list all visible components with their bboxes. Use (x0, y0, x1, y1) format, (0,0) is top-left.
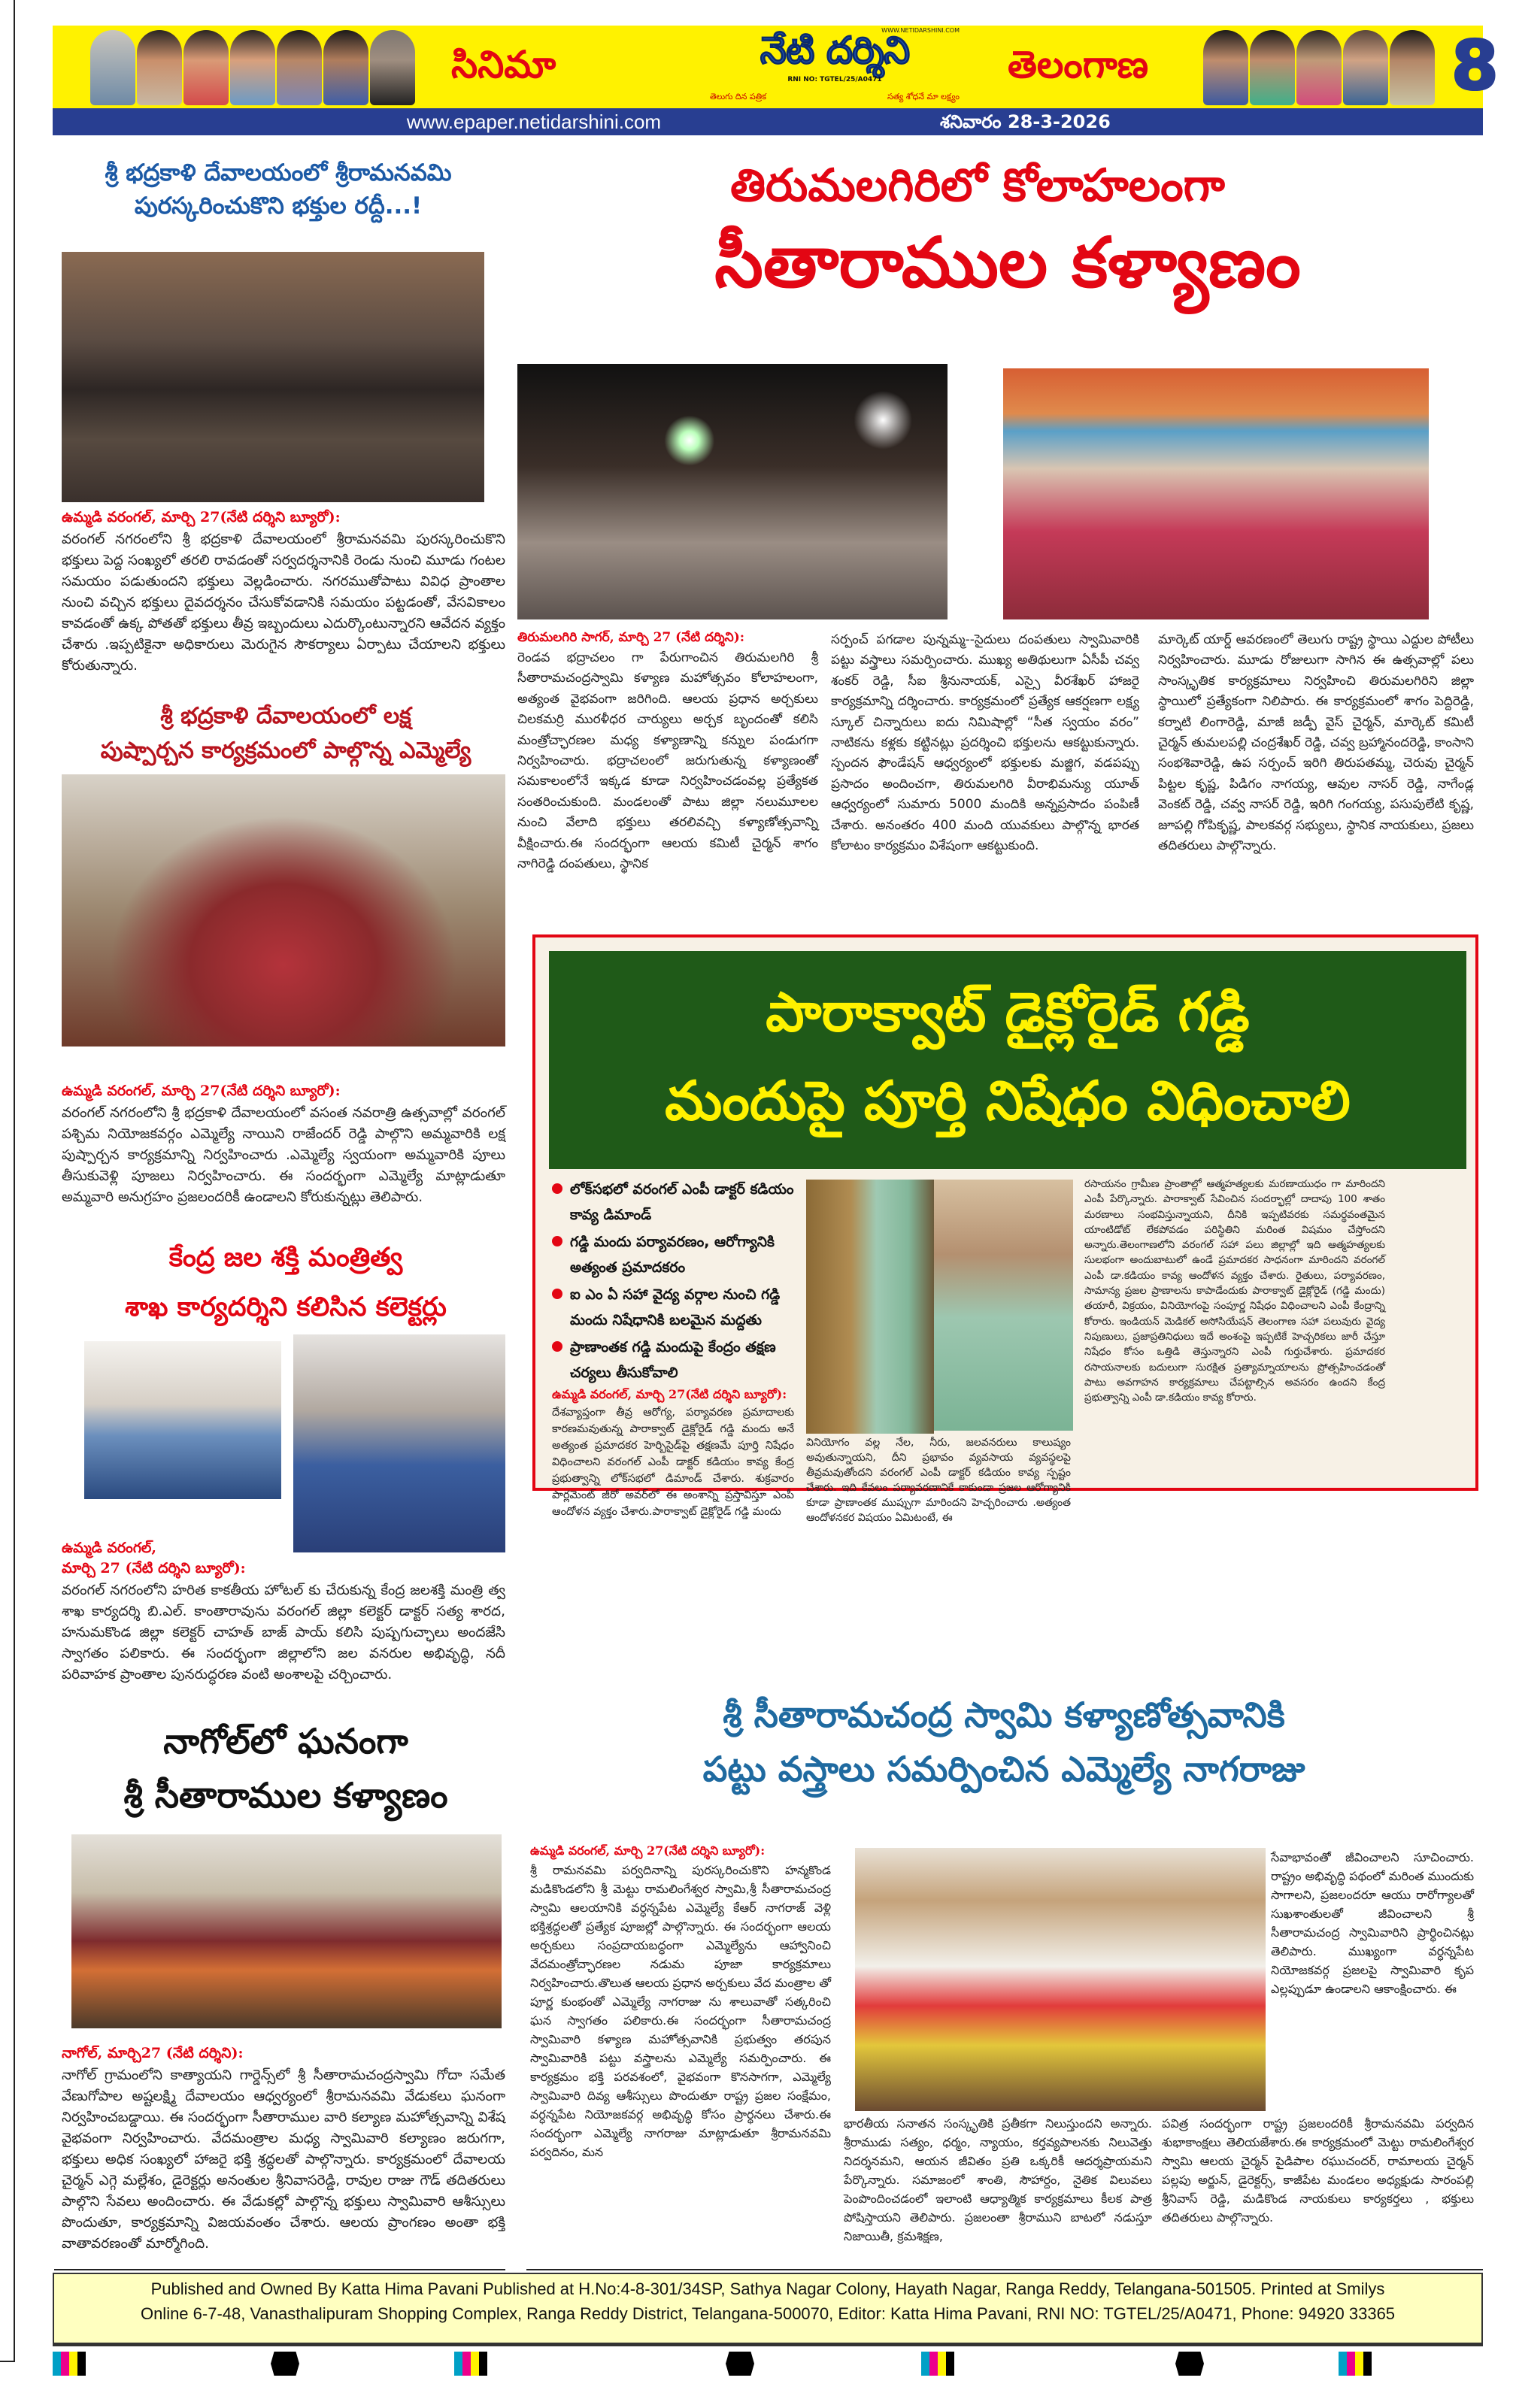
cmyk-color-bar (454, 2352, 487, 2376)
collector-portrait-photo (293, 1334, 505, 1552)
page-border (14, 0, 15, 2361)
jal-shakti-article (62, 1540, 505, 1686)
nagole-headline: నాగోల్‌లో ఘనంగా శ్రీ సీతారాముల కళ్యాణం (123, 1721, 448, 1816)
nagole-article (62, 2045, 505, 2255)
dateline: ఉమ్మడి వరంగల్, మార్చి 27(నేటి దర్శిని బ్యూరో): (62, 509, 341, 526)
imprint-line-2: Online 6-7-48, Vanasthalipuram Shopping Complex, Ranga Reddy District, Telangana-500070, Editor: Katta Hima Pavani, RNI NO: TGTEL/25/A0471, Phone: 94920 33365 (140, 2304, 1396, 2323)
highlight-item: ప్రాణాంతక గడ్డి మందుపై కేంద్రం తక్షణ చర్యలు తీసుకోవాలి (552, 1334, 794, 1386)
dateline: నాగోల్, మార్చి27 (నేటి దర్శిని): (62, 2045, 244, 2061)
page-number: 8 (1451, 26, 1499, 105)
article-body: సేవాభావంతో జీవించాలని సూచించారు. రాష్ట్రం అభివృద్ధి పథంలో మరింత ముందుకు సాగాలని, ప్రజలందరూ ఆయు రారోగ్యాలతో సుఖశాంతులతో జీవించాలని శ్రీ సీతారామచంద్ర స్వామివారిని ప్రార్థించినట్లు తెలిపారు. ముఖ్యంగా వర్ధన్నపేట నియోజకవర్గ ప్రజలపై స్వామివారి కృప ఎల్లప్పుడూ ఉండాలని ఆకాంక్షించారు. ఈ (1271, 1850, 1474, 1996)
registration-mark-icon (271, 2352, 299, 2376)
cinema-stars-illustration-left (90, 30, 415, 105)
article-body: పవిత్ర సందర్భంగా రాష్ట్ర ప్రజలందరికీ శ్రీరామనవమి పర్వదిన శుభాకాంక్షలు తెలియజేశారు.ఈ కార్యక్రమంలో మెట్టు రామలింగేశ్వర స్వామి ఆలయ చైర్మన్ పైడిపాల రఘుచందర్, రామాలయ చైర్మన్ పల్లపు అర్జున్, డైరెక్టర్స్, కాజీపేట మండలం అధ్యక్షుడు సారంపల్లి శ్రీనివాస్ రెడ్డి, మడికొండ నాయకులు కార్యకర్తలు , భక్తులు తదితరులు పాల్గొన్నారు. (1162, 2116, 1474, 2225)
paraquat-box (532, 934, 1478, 1524)
paraquat-headline-banner (549, 951, 1466, 1169)
paraquat-article-col2 (806, 1435, 1071, 1525)
column-rule (526, 2269, 1483, 2270)
highlight-item: గడ్డి మందు పర్యావరణం, ఆరోగ్యానికి అత్యంత ప్రమాదకరం (552, 1229, 794, 1280)
mla-nagaraju-article-col1 (530, 1843, 831, 2161)
thirumalagiri-procession-photo (517, 364, 948, 619)
dateline: ఉమ్మడి వరంగల్, (62, 1540, 156, 1556)
highlight-item: ఐ ఎం ఏ సహా వైద్య వర్గాల నుంచి గడ్డి మందు నిషేధానికి బలమైన మద్దతు (552, 1282, 794, 1333)
bullet-dot-icon (552, 1236, 562, 1246)
bhadrakali-navami-headline: శ్రీ భద్రకాళి దేవాలయంలో శ్రీరామనవమి పురస్కరించుకొని భక్తుల రద్దీ...! (105, 159, 452, 220)
logo-url: WWW.NETIDARSHINI.COM (881, 27, 960, 34)
thirumalagiri-kicker: తిరుమలగిరిలో కోలాహలంగా (730, 159, 1225, 212)
article-body: భారతీయ సనాతన సంస్కృతికి ప్రతీకగా నిలుస్తుందని అన్నారు. శ్రీరాముడు సత్యం, ధర్మం, న్యాయం, కర్తవ్యపాలనకు నిలువెత్తు నిదర్శనమని, ఆయన జీవితం ప్రతి ఒక్కరికీ ఆదర్శప్రాయమని పేర్కొన్నారు. సమాజంలో శాంతి, సౌహార్దం, నైతిక విలువలు పెంపొందించడంలో ఇలాంటి ఆధ్యాత్మిక కార్యక్రమాలు కీలక పాత్ర పోషిస్తాయని తెలిపారు. ప్రజలంతా శ్రీరాముని బాటలో నడుస్తూ నిజాయితీ, క్రమశిక్షణ, (844, 2116, 1152, 2243)
nagole-kalyanam-photo (71, 1834, 502, 2028)
article-body: వరంగల్ నగరంలోని హరిత కాకతీయ హోటల్ కు చేరుకున్న కేంద్ర జలశక్తి మంత్రి త్వ శాఖ కార్యదర్శి బి.ఎల్. కాంతారావును వరంగల్ జిల్లా కలెక్టర్ డాక్టర్ సత్య శారద, హనుమకొండ జిల్లా కలెక్టర్ చాహత్ బాజ్ పాయ్ కలిసి పుష్పగుచ్ఛాలు అందజేసి స్వాగతం పలికారు. ఈ సందర్భంగా జిల్లాలోని జల వనరుల అభివృద్ధి, నదీ పరివాహక ప్రాంతాల పునరుద్ధరణ వంటి అంశాలపై చర్చించారు. (62, 1583, 505, 1683)
cmyk-color-bar (1339, 2352, 1372, 2376)
mla-nagaraju-headline: శ్రీ సీతారామచంద్ర స్వామి కళ్యాణోత్సవానికి పట్టు వస్త్రాలు సమర్పించిన ఎమ్మెల్యే నాగరాజు (702, 1695, 1305, 1789)
dateline: ఉమ్మడి వరంగల్, మార్చి 27(నేటి దర్శిని బ్యూరో): (530, 1843, 766, 1858)
thirumalagiri-article-col3 (1158, 630, 1474, 856)
logo-rni: RNI NO: TGTEL/25/A0471 (787, 76, 882, 83)
mla-nagaraju-pattu-vastralu-photo (855, 1848, 1266, 2111)
netidarshini-logo (707, 26, 963, 108)
mla-nagaraju-article-col3-top (1271, 1848, 1474, 1998)
mla-nagaraju-article-col2 (844, 2114, 1152, 2246)
article-body: రసాయనం గ్రామీణ ప్రాంతాల్లో ఆత్మహత్యలకు మరణాయుధం గా మారిందని ఎంపీ పేర్కొన్నారు. పారాక్వాట్ సేవించిన సందర్భాల్లో దాదాపు 100 శాతం మరణాలు సంభవిస్తున్నాయని, దీనికి ఇప్పటివరకు సమర్థవంతమైన యాంటిడోట్ లేకపోవడం పరిస్థితిని మరింత విషమం చేస్తోందని అన్నారు.తెలంగాణలోని వరంగల్ సహా పలు జిల్లాల్లో ఇది ఆత్మహత్యలకు సులభంగా అందుబాటులో ఉండే ప్రమాదకర సాధనంగా మారిందని వరంగల్ ఎంపీ డా.కడియం కావ్య ఆందోళన వ్యక్తం చేశారు. రైతులు, పర్యావరణం, సామాన్య ప్రజల ప్రాణాలను కాపాడేందుకు పారాక్వాట్ డైక్లోరైడ్ (గడ్డి మందు) తయారీ, విక్రయం, వినియోగంపై సంపూర్ణ నిషేధం విధించాలని ఎంపీ కేంద్రాన్ని కోరారు. ఇండియన్ మెడికల్ అసోసియేషన్ తెలంగాణ సహా పలువురు వైద్య నిపుణులు, ప్రజాప్రతినిధులు ఇదే అంశంపై ఇప్పటికే హెచ్చరికలు జారీ చేస్తూ నిషేధం కోసం ఒత్తిడి తెస్తున్నారని ఎంపీ గుర్తుచేశారు. ప్రమాదకర రసాయనాలకు బదులుగా సురక్షిత ప్రత్యామ్నాయాలను ప్రోత్సహించడంతో పాటు అవగాహన కార్యక్రమాలు చేపట్టాల్సిన అవసరం ఉందని కేంద్ర ప్రభుత్వాన్ని ఎంపీ డా.కడియం కావ్య కోరారు. (1084, 1178, 1385, 1404)
website-url[interactable]: www.epaper.netidarshini.com (406, 111, 662, 133)
dateline: తిరుమలగిరి సాగర్, మార్చి 27 (నేటి దర్శిని): (517, 630, 745, 645)
thirumalagiri-article-col1 (517, 630, 818, 874)
print-registration-marks (53, 2352, 1483, 2377)
bullet-dot-icon (552, 1289, 562, 1299)
paraquat-highlights (552, 1177, 794, 1387)
cmyk-color-bar (921, 2352, 954, 2376)
logo-tagline: సత్య శోధనే మా లక్ష్యం (887, 92, 960, 101)
registration-mark-icon (726, 2352, 754, 2376)
bullet-dot-icon (552, 1341, 562, 1352)
bullet-dot-icon (552, 1183, 562, 1194)
masthead-stripe (53, 108, 1483, 135)
section-cinema: సినిమా (451, 43, 556, 86)
section-telangana: తెలంగాణ (1008, 43, 1149, 86)
cmyk-color-bar (53, 2352, 86, 2376)
mp-kadiyam-kavya-photo-right (934, 1180, 1073, 1431)
article-body: వరంగల్ నగరంలోని శ్రీ భద్రకాళి దేవాలయంలో శ్రీరామనవమి పురస్కరించుకొని భక్తులు పెద్ద సంఖ్యలో తరలి రావడంతో సర్వదర్శనానికి రెండు నుంచి మూడు గంటల సమయం పడుతుందని భక్తులు వెల్లడించారు. నగరముతోపాటు వివిధ ప్రాంతాల నుంచి వచ్చిన భక్తులు దైవదర్శనం చేసుకోవడానికి సమయం పట్టడంతో, వేసవికాలం కావడంతో ఉక్క పోతతో భక్తులు తీవ్ర ఇబ్బందులు ఎదుర్కొంటున్నారని ఆవేదన వ్యక్తం చేశారు .ఇప్పటికైనా అధికారులు మెరుగైన సౌకర్యాలు ఏర్పాటు చేయాలని భక్తులు కోరుతున్నారు. (62, 532, 505, 674)
pushparchana-headline: శ్రీ భద్రకాళి దేవాలయంలో లక్ష పుష్పార్చన కార్యక్రమంలో పాల్గొన్న ఎమ్మెల్యే (100, 703, 471, 764)
collector-meeting-photo (84, 1341, 281, 1499)
thirumalagiri-headline: సీతారాముల కళ్యాణం (714, 223, 1301, 303)
article-body: దేశవ్యాప్తంగా తీవ్ర ఆరోగ్య, పర్యావరణ ప్రమాదాలకు కారణమవుతున్న పారాక్వాట్ డైక్లోరైడ్ గడ్డి మందు అనే అత్యంత ప్రమాదకర హెర్బిసైడ్‌పై తక్షణమే పూర్తి నిషేధం విధించాలని వరంగల్ ఎంపీ డాక్టర్ కడియం కావ్య కేంద్ర ప్రభుత్వాన్ని లోక్‌సభలో డిమాండ్ చేశారు. శుక్రవారం పార్లమెంట్ జీరో అవర్‌లో ఈ అంశాన్ని ప్రస్తావిస్తూ ఎంపీ ఆందోళన వ్యక్తం చేశారు.పారాక్వాట్ డైక్లోరైడ్ గడ్డి మందు (552, 1407, 794, 1518)
jal-shakti-headline: కేంద్ర జల శక్తి మంత్రిత్వ శాఖ కార్యదర్శిని కలిసిన కలెక్టర్లు (125, 1243, 447, 1322)
mp-kadiyam-kavya-photo (806, 1180, 934, 1434)
column-rule (54, 2269, 505, 2270)
pushparchana-article (62, 1083, 505, 1208)
thirumalagiri-felicitation-photo (1003, 368, 1429, 619)
dateline: ఉమ్మడి వరంగల్, మార్చి 27(నేటి దర్శిని బ్యూరో): (62, 1083, 341, 1099)
article-body: వినియోగం వల్ల నేల, నీరు, జలవనరులు కాలుష్యం అవుతున్నాయని, దీని ప్రభావం వ్యవసాయ వ్యవస్థలపై తీవ్రమవుతోందని వరంగల్ ఎంపీ డాక్టర్ కడియం కావ్య స్పష్టం చేశారు. ఇది కేవలం పర్యావరణానికే కాకుండా ప్రజల ఆరోగ్యానికి కూడా ప్రాణాంతక ముప్పుగా మారిందని హెచ్చరించారు .అత్యంత ఆందోళనకర విషయం ఏమిటంటే, ఈ (806, 1437, 1071, 1524)
page-border (0, 2361, 15, 2362)
cinema-stars-illustration-right (1203, 30, 1435, 105)
article-body: శ్రీ రామనవమి పర్వదినాన్ని పురస్కరించుకొని హన్మకొండ మడికొండలోని శ్రీ మెట్టు రామలింగేశ్వర స్వామి,శ్రీ సీతారామచంద్ర స్వామి ఆలయానికి వర్ధన్నపేట ఎమ్మెల్యే కేఆర్ నాగరాజ్ వెళ్లి భక్తిశ్రద్ధలతో ప్రత్యేక పూజల్లో పాల్గొన్నారు. ఈ సందర్భంగా ఆలయ అర్చకులు సంప్రదాయబద్ధంగా ఎమ్మెల్యేను ఆహ్వానించి వేదమంత్రోచ్ఛారణల నడుమ పూజా కార్యక్రమాలు నిర్వహించారు.తొలుత ఆలయ ప్రధాన అర్చకులు వేద మంత్రాల తో పూర్ణ కుంభంతో ఎమ్మెల్యే నాగరాజు ను శాలువాతో సత్కరించి ఘన స్వాగతం పలికారు.ఈ సందర్భంగా సీతారామచంద్ర స్వామివారి కళ్యాణ మహోత్సవానికి ప్రభుత్వం తరపున స్వామివారికి పట్టు వస్త్రాలను ఎమ్మెల్యే సమర్పించారు. ఈ కార్యక్రమం భక్తి పరవశంలో, వైభవంగా కొనసాగగా, ఎమ్మెల్యే స్వామివారి దివ్య ఆశీస్సులు పొందుతూ రాష్ట్ర ప్రజల సంక్షేమం, వర్ధన్నపేట నియోజకవర్గ అభివృద్ధి కోసం ప్రార్థనలు చేశారు.ఈ సందర్భంగా ఎమ్మెల్యే నాగరాజు మాట్లాడుతూ శ్రీరామనవమి పర్వదినం, మన (530, 1863, 832, 2159)
paraquat-article-col3 (1084, 1177, 1385, 1405)
masthead (53, 26, 1499, 108)
dateline: మార్చి 27 (నేటి దర్శిని బ్యూరో): (62, 1560, 246, 1577)
bhadrakali-navami-article (62, 509, 505, 677)
pushparchana-photo (62, 774, 505, 1046)
edition-date: శనివారం 28-3-2026 (940, 111, 1111, 132)
logo-title: నేటి దర్శిని (760, 29, 910, 72)
bhadrakali-temple-photo (62, 252, 484, 502)
mla-nagaraju-article-col3-bottom (1162, 2114, 1474, 2227)
paraquat-headline: పారాక్వాట్ డైక్లోరైడ్ గడ్డి మందుపై పూర్తి నిషేధం విధించాలి (665, 980, 1351, 1132)
article-body: మార్కెట్ యార్డ్ ఆవరణంలో తెలుగు రాష్ట్ర స్థాయి ఎద్దుల పోటీలు నిర్వహించారు. మూడు రోజులుగా సాగిన ఈ ఉత్సవాల్లో పలు సాంస్కృతిక కార్యక్రమాలు నిర్వహించి తిరుమలగిరిని జిల్లా స్థాయిలో ప్రత్యేకంగా నిలిపారు. ఈ కార్యక్రమంలో శాగం పెద్దిరెడ్డి, కర్నాటి లింగారెడ్డి, మాజీ జడ్పీ వైస్ చైర్మన్, మార్కెట్ కమిటీ చైర్మన్ తుమలపల్లి చంద్రశేఖర్ రెడ్డి, చవ్వ బ్రహ్మానందరెడ్డి, కాంసాని సంభశివారెడ్డి, ఉప సర్పంచ్ ఇరిగి తిరుపతమ్మ, చెరువు చైర్మన్ పిట్టల కృష్ణ, పిడిగం నాగయ్య, ఆవుల నాసర్ రెడ్డి, నాగేండ్ల వెంకట్ రెడ్డి, చవ్వ నాసర్ రెడ్డి, ఇరిగి గంగయ్య, పసుపులేటి కృష్ణ, జూపల్లి గోపికృష్ణ, పాలకవర్గ సభ్యులు, స్థానిక నాయకులు, ప్రజలు తదితరులు పాల్గొన్నారు. (1158, 632, 1474, 854)
paraquat-article-col1 (552, 1387, 794, 1520)
logo-subtitle: తెలుగు దిన పత్రిక (710, 92, 767, 101)
thirumalagiri-article-col2 (831, 630, 1139, 856)
imprint-line-1: Published and Owned By Katta Hima Pavani Published at H.No:4-8-301/34SP, Sathya Nagar Colony, Hayath Nagar, Ranga Reddy, Telangana-501505. Printed at Smilys (150, 2279, 1385, 2298)
dateline: ఉమ్మడి వరంగల్, మార్చి 27(నేటి దర్శిని బ్యూరో): (552, 1387, 787, 1401)
highlight-item: లోక్‌సభలో వరంగల్ ఎంపీ డాక్టర్ కడియం కావ్య డిమాండ్ (552, 1177, 794, 1228)
article-body: సర్పంచ్ పగడాల పున్నమ్మ--సైదులు దంపతులు స్వామివారికి పట్టు వస్త్రాలు సమర్పించారు. ముఖ్య అతిథులుగా ఏసీపీ చవ్వ శంకర్ రెడ్డి, సీఐ శ్రీనునాయక్, ఎస్సై వీరశేఖర్ హాజరై కార్యక్రమాన్ని దర్శించారు. కార్యక్రమంలో ప్రత్యేక ఆకర్షణగా లక్ష్య స్కూల్ చిన్నారులు ఐదు నిమిషాల్లో “సీత స్వయం వరం” నాటికను కళ్లకు కట్టినట్లు ప్రదర్శించి భక్తులను ఆకట్టుకున్నారు. స్పందన ఫౌండేషన్ ఆధ్వర్యంలో భక్తులకు మజ్జిగ, వడపప్పు ప్రసాదం అందించగా, తిరుమలగిరి వీరాభిమన్యు యూత్ ఆధ్వర్యంలో సుమారు 5000 మందికి అన్నప్రసాదం పంపిణీ చేశారు. అనంతరం 400 మంది యువకులు పాల్గొన్న భారత కోలాటం కార్యక్రమం విశేషంగా ఆకట్టుకుంది. (831, 632, 1139, 854)
article-body: నాగోల్ గ్రామంలోని కాత్యాయని గార్డెన్స్‌లో శ్రీ సీతారామచంద్రస్వామి గోదా సమేత వేణుగోపాల అష్టలక్ష్మి దేవాలయం ఆధ్వర్యంలో శ్రీరామనవమి వేడుకలు ఘనంగా నిర్వహించబడ్డాయి. ఈ సందర్భంగా సీతారాముల వారి కల్యాణ మహోత్సవాన్ని విశేష వైభవంగా నిర్వహించారు. వేదమంత్రాల మధ్య స్వామివారి కల్యాణం జరుగగా, భక్తులు అధిక సంఖ్యలో హాజరై భక్తి శ్రద్ధలతో పాల్గొన్నారు. కార్యక్రమంలో దేవాలయ చైర్మన్ ఎగ్గె మల్లేశం, డైరెక్టర్లు అనంతుల శ్రీనివాసరెడ్డి, రావుల రాజు గౌడ్ తదితరులు పాల్గొని సేవలు అందించారు. ఈ వేడుకల్లో పాల్గొన్న భక్తులు స్వామివారి ఆశీస్సులు పొందుతూ, కార్యక్రమాన్ని విజయవంతం చేశారు. ఆలయ ప్రాంగణం అంతా భక్తి వాతావరణంతో మార్మోగింది. (62, 2067, 505, 2252)
article-body: రెండవ భద్రాచలం గా పేరుగాంచిన తిరుమలగిరి శ్రీ సీతారామచంద్రస్వామి కళ్యాణ మహోత్సవం కోలాహలంగా, అత్యంత వైభవంగా జరిగింది. ఆలయ ప్రధాన అర్చకులు చిలకమర్రి మురళీధర చార్యులు అర్చక బృందంతో కలిసి మంత్రోచ్ఛారణల మధ్య కళ్యాణాన్ని కన్నుల పండుగగా నిర్వహించారు. భద్రాచలంలో జరుగుతున్న కళ్యాణంతో సమకాలంలోనే ఇక్కడ కూడా నిర్వహించడంవల్ల ప్రత్యేకత సంతరించుకుంది. మండలంతో పాటు జిల్లా నలుమూలల నుంచి వేలాది భక్తులు తరలివచ్చి కళ్యాణోత్సవాన్ని వీక్షించారు.ఈ సందర్భంగా ఆలయ కమిటీ చైర్మన్ శాగం నాగిరెడ్డి దంపతులు, స్థానిక (517, 650, 818, 872)
imprint-footer (53, 2273, 1483, 2346)
article-body: వరంగల్ నగరంలోని శ్రీ భద్రకాళి దేవాలయంలో వసంత నవరాత్రి ఉత్సవాల్లో వరంగల్ పశ్చిమ నియోజకవర్గం ఎమ్మెల్యే నాయిని రాజేందర్ రెడ్డి పాల్గొని అమ్మవారికి లక్ష పుష్పార్చన కార్యక్రమాన్ని నిర్వహించారు .ఎమ్మెల్యే స్వయంగా అమ్మవారికి పూలు తీసుకువెళ్లి పూజలు నిర్వహించారు. ఈ సందర్భంగా ఎమ్మెల్యే మాట్లాడుతూ అమ్మవారి అనుగ్రహం ప్రజలందరికీ ఉండాలని కోరుకున్నట్లు తెలిపారు. (62, 1105, 505, 1205)
registration-mark-icon (1175, 2352, 1204, 2376)
